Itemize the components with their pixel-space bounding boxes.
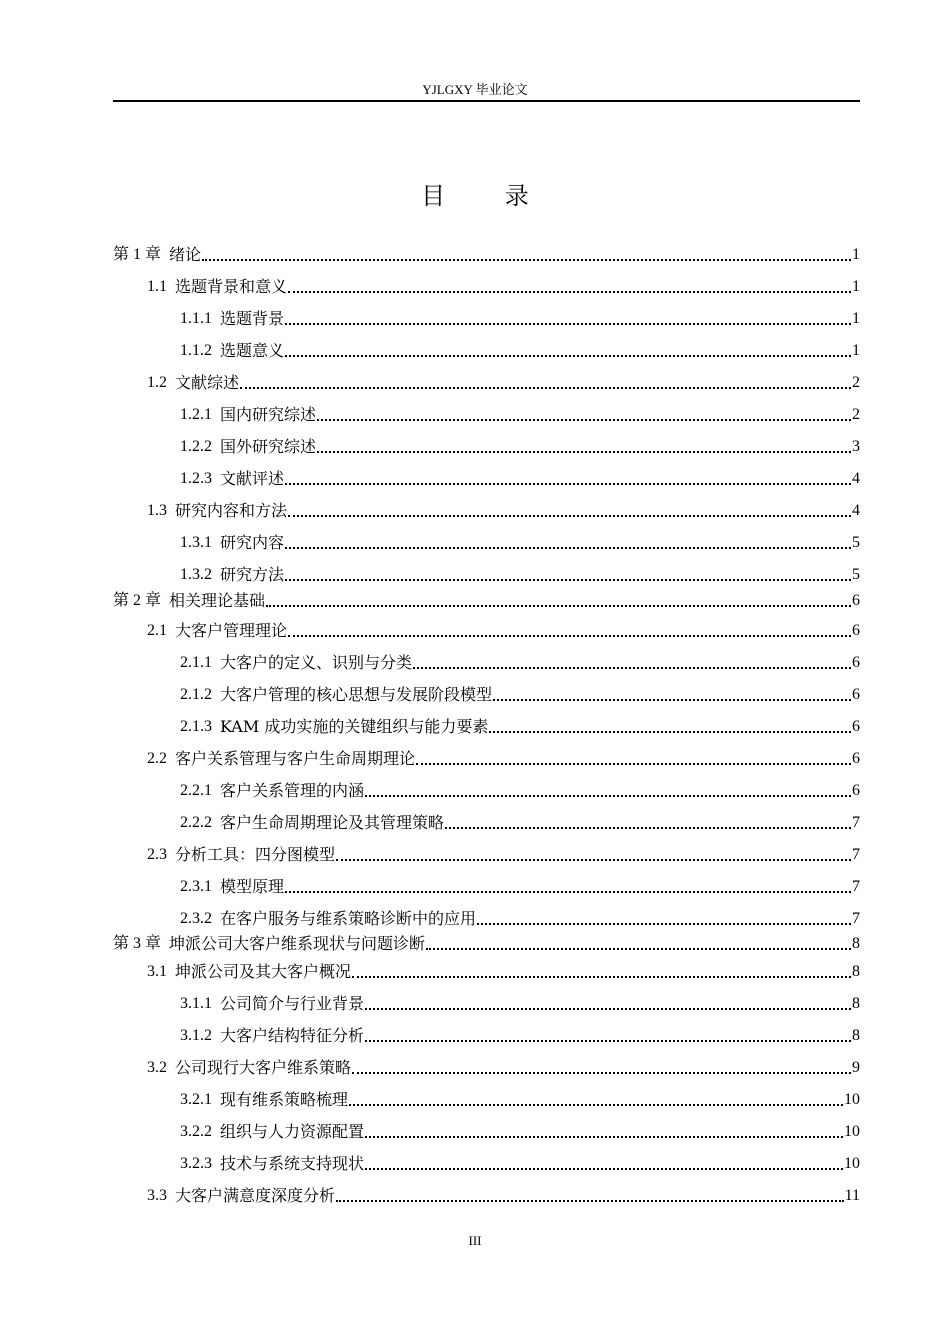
toc-entry[interactable] [113,1086,860,1110]
toc-entry-number: 3.1 [147,963,167,980]
toc-entry-number: 2.1.1 [180,654,212,671]
toc-entry[interactable] [113,401,860,425]
toc-entry-label: KAM 成功实施的关键组织与能力要素 [220,717,489,736]
toc-dot-leader [288,291,851,293]
toc-entry-number: 2.1.2 [180,686,212,703]
toc-entry-number: 1.1.2 [180,342,212,359]
toc-entry-page: 9 [852,1059,860,1076]
toc-entry-label: 公司现行大客户维系策略 [175,1058,352,1077]
toc-dot-leader [416,763,851,765]
toc-entry-label: 选题意义 [220,341,285,360]
toc-dot-leader [285,891,851,893]
toc-entry-label: 组织与人力资源配置 [220,1122,365,1141]
toc-entry-page: 6 [852,592,860,609]
toc-entry-label: 在客户服务与维系策略诊断中的应用 [220,909,477,928]
toc-entry[interactable] [113,497,860,521]
toc-entry[interactable] [113,649,860,673]
toc-entry-label: 绪论 [169,245,202,264]
toc-dot-leader [202,259,851,261]
toc-entry[interactable] [113,745,860,769]
toc-entry-label: 大客户结构特征分析 [220,1026,365,1045]
toc-entry-label: 大客户满意度深度分析 [175,1186,336,1205]
toc-entry[interactable] [113,465,860,489]
toc-entry-label: 研究方法 [220,565,285,584]
toc-entry-page: 5 [852,566,860,583]
toc-entry[interactable] [113,809,860,833]
toc-entry[interactable] [113,905,860,929]
toc-entry-number: 3.1.1 [180,995,212,1012]
toc-entry-number: 2.2 [147,750,167,767]
toc-entry-label: 坤派公司大客户维系现状与问题诊断 [169,934,426,953]
toc-entry[interactable] [113,305,860,329]
toc-entry[interactable] [113,681,860,705]
toc-dot-leader [477,923,851,925]
toc-dot-leader [317,419,851,421]
toc-entry-label: 国内研究综述 [220,405,317,424]
toc-entry-page: 6 [852,750,860,767]
toc-entry-label: 公司简介与行业背景 [220,994,365,1013]
toc-dot-leader [489,731,851,733]
toc-entry-label: 分析工具：四分图模型 [175,845,336,864]
toc-entry-page: 8 [852,963,860,980]
toc-entry-number: 1.2.2 [180,438,212,455]
toc-entry-page: 1 [852,278,860,295]
toc-entry-number: 1.2.1 [180,406,212,423]
toc-entry-page: 8 [852,935,860,952]
toc-entry-label: 研究内容和方法 [175,501,288,520]
toc-entry[interactable] [113,1182,860,1206]
toc-entry[interactable] [113,369,860,393]
toc-dot-leader [336,1200,844,1202]
toc-entry-number: 第 2 章 [113,592,162,609]
toc-dot-leader [365,795,851,797]
toc-entry[interactable] [113,529,860,553]
toc-entry-page: 5 [852,534,860,551]
toc-dot-leader [285,579,851,581]
toc-entry-number: 1.2.3 [180,470,212,487]
toc-dot-leader [365,1040,851,1042]
toc-entry-number: 2.3.2 [180,910,212,927]
toc-entry-page: 6 [852,686,860,703]
toc-entry-page: 3 [852,438,860,455]
toc-entry-label: 坤派公司及其大客户概况 [175,962,352,981]
toc-entry-label: 选题背景 [220,309,285,328]
toc-entry-label: 国外研究综述 [220,437,317,456]
toc-entry-number: 2.1.3 [180,718,212,735]
toc-entry-page: 2 [852,406,860,423]
toc-entry[interactable] [113,1118,860,1142]
toc-entry-label: 模型原理 [220,877,285,896]
toc-dot-leader [285,547,851,549]
toc-entry[interactable] [113,930,860,954]
toc-entry-label: 大客户的定义、识别与分类 [220,653,413,672]
toc-dot-leader [352,1072,851,1074]
toc-entry-page: 1 [852,342,860,359]
toc-entry-number: 1.1 [147,278,167,295]
toc-entry-label: 大客户管理理论 [175,621,288,640]
toc-entry-label: 研究内容 [220,533,285,552]
page-header: YJLGXY 毕业论文 [422,82,528,97]
toc-entry-number: 2.3 [147,846,167,863]
toc-entry-label: 客户关系管理与客户生命周期理论 [175,749,416,768]
toc-entry-number: 3.2.1 [180,1091,212,1108]
toc-entry-number: 1.3.2 [180,566,212,583]
toc-entry[interactable] [113,1054,860,1078]
toc-dot-leader [365,1168,843,1170]
toc-dot-leader [288,515,851,517]
toc-entry-page: 2 [852,374,860,391]
toc-entry-number: 3.1.2 [180,1027,212,1044]
toc-dot-leader [285,323,851,325]
toc-entry[interactable] [113,241,860,265]
toc-entry[interactable] [113,617,860,641]
toc-entry[interactable] [113,958,860,982]
toc-entry-number: 3.2 [147,1059,167,1076]
toc-dot-leader [317,451,851,453]
toc-entry-page: 7 [852,846,860,863]
toc-entry-number: 2.3.1 [180,878,212,895]
toc-entry-number: 第 3 章 [113,935,162,952]
toc-entry[interactable] [113,273,860,297]
toc-entry-page: 6 [852,622,860,639]
toc-dot-leader [445,827,851,829]
toc-dot-leader [413,667,851,669]
toc-entry-label: 文献评述 [220,469,285,488]
page-number: III [468,1233,482,1248]
toc-entry-page: 10 [844,1123,860,1140]
header-rule [113,100,860,102]
toc-entry[interactable] [113,873,860,897]
toc-entry-number: 3.3 [147,1187,167,1204]
toc-entry[interactable] [113,1150,860,1174]
toc-entry-number: 2.1 [147,622,167,639]
toc-entry-label: 客户生命周期理论及其管理策略 [220,813,445,832]
toc-entry-page: 1 [852,310,860,327]
toc-entry-page: 6 [852,654,860,671]
toc-entry-page: 10 [844,1091,860,1108]
toc-entry-page: 7 [852,910,860,927]
toc-dot-leader [352,976,851,978]
toc-entry-number: 1.3 [147,502,167,519]
toc-entry-label: 大客户管理的核心思想与发展阶段模型 [220,685,493,704]
toc-entry[interactable] [113,841,860,865]
toc-entry-number: 第 1 章 [113,246,162,263]
toc-entry-page: 7 [852,814,860,831]
toc-entry-page: 4 [852,502,860,519]
toc-entry[interactable] [113,587,860,611]
toc-entry-label: 文献综述 [175,373,240,392]
toc-dot-leader [365,1136,843,1138]
toc-entry-label: 客户关系管理的内涵 [220,781,365,800]
toc-entry[interactable] [113,990,860,1014]
toc-entry-number: 1.3.1 [180,534,212,551]
toc-dot-leader [493,699,851,701]
toc-entry-page: 8 [852,995,860,1012]
toc-entry-page: 1 [852,246,860,263]
toc-entry-label: 选题背景和意义 [175,277,288,296]
toc-dot-leader [240,387,851,389]
toc-dot-leader [349,1104,843,1106]
toc-entry-number: 3.2.3 [180,1155,212,1172]
toc-entry-label: 相关理论基础 [169,591,266,610]
toc-entry[interactable] [113,713,860,737]
toc-entry[interactable] [113,1022,860,1046]
toc-entry-page: 8 [852,1027,860,1044]
toc-entry-page: 6 [852,718,860,735]
toc-dot-leader [266,605,851,607]
toc-entry-number: 1.2 [147,374,167,391]
toc-entry[interactable] [113,433,860,457]
toc-entry-number: 2.2.2 [180,814,212,831]
toc-dot-leader [426,948,851,950]
toc-entry-page: 7 [852,878,860,895]
toc-dot-leader [285,355,851,357]
toc-entry-page: 11 [844,1187,860,1204]
toc-entry[interactable] [113,561,860,585]
toc-dot-leader [365,1008,851,1010]
toc-entry[interactable] [113,337,860,361]
toc-entry-number: 1.1.1 [180,310,212,327]
toc-entry-page: 6 [852,782,860,799]
toc-entry-number: 2.2.1 [180,782,212,799]
toc-entry-page: 4 [852,470,860,487]
toc-entry-number: 3.2.2 [180,1123,212,1140]
toc-entry-page: 10 [844,1155,860,1172]
toc-dot-leader [336,859,851,861]
toc-dot-leader [285,483,851,485]
toc-entry[interactable] [113,777,860,801]
toc-dot-leader [288,635,851,637]
toc-entry-label: 技术与系统支持现状 [220,1154,365,1173]
toc-entry-label: 现有维系策略梳理 [220,1090,349,1109]
toc-title: 目 录 [421,182,555,210]
